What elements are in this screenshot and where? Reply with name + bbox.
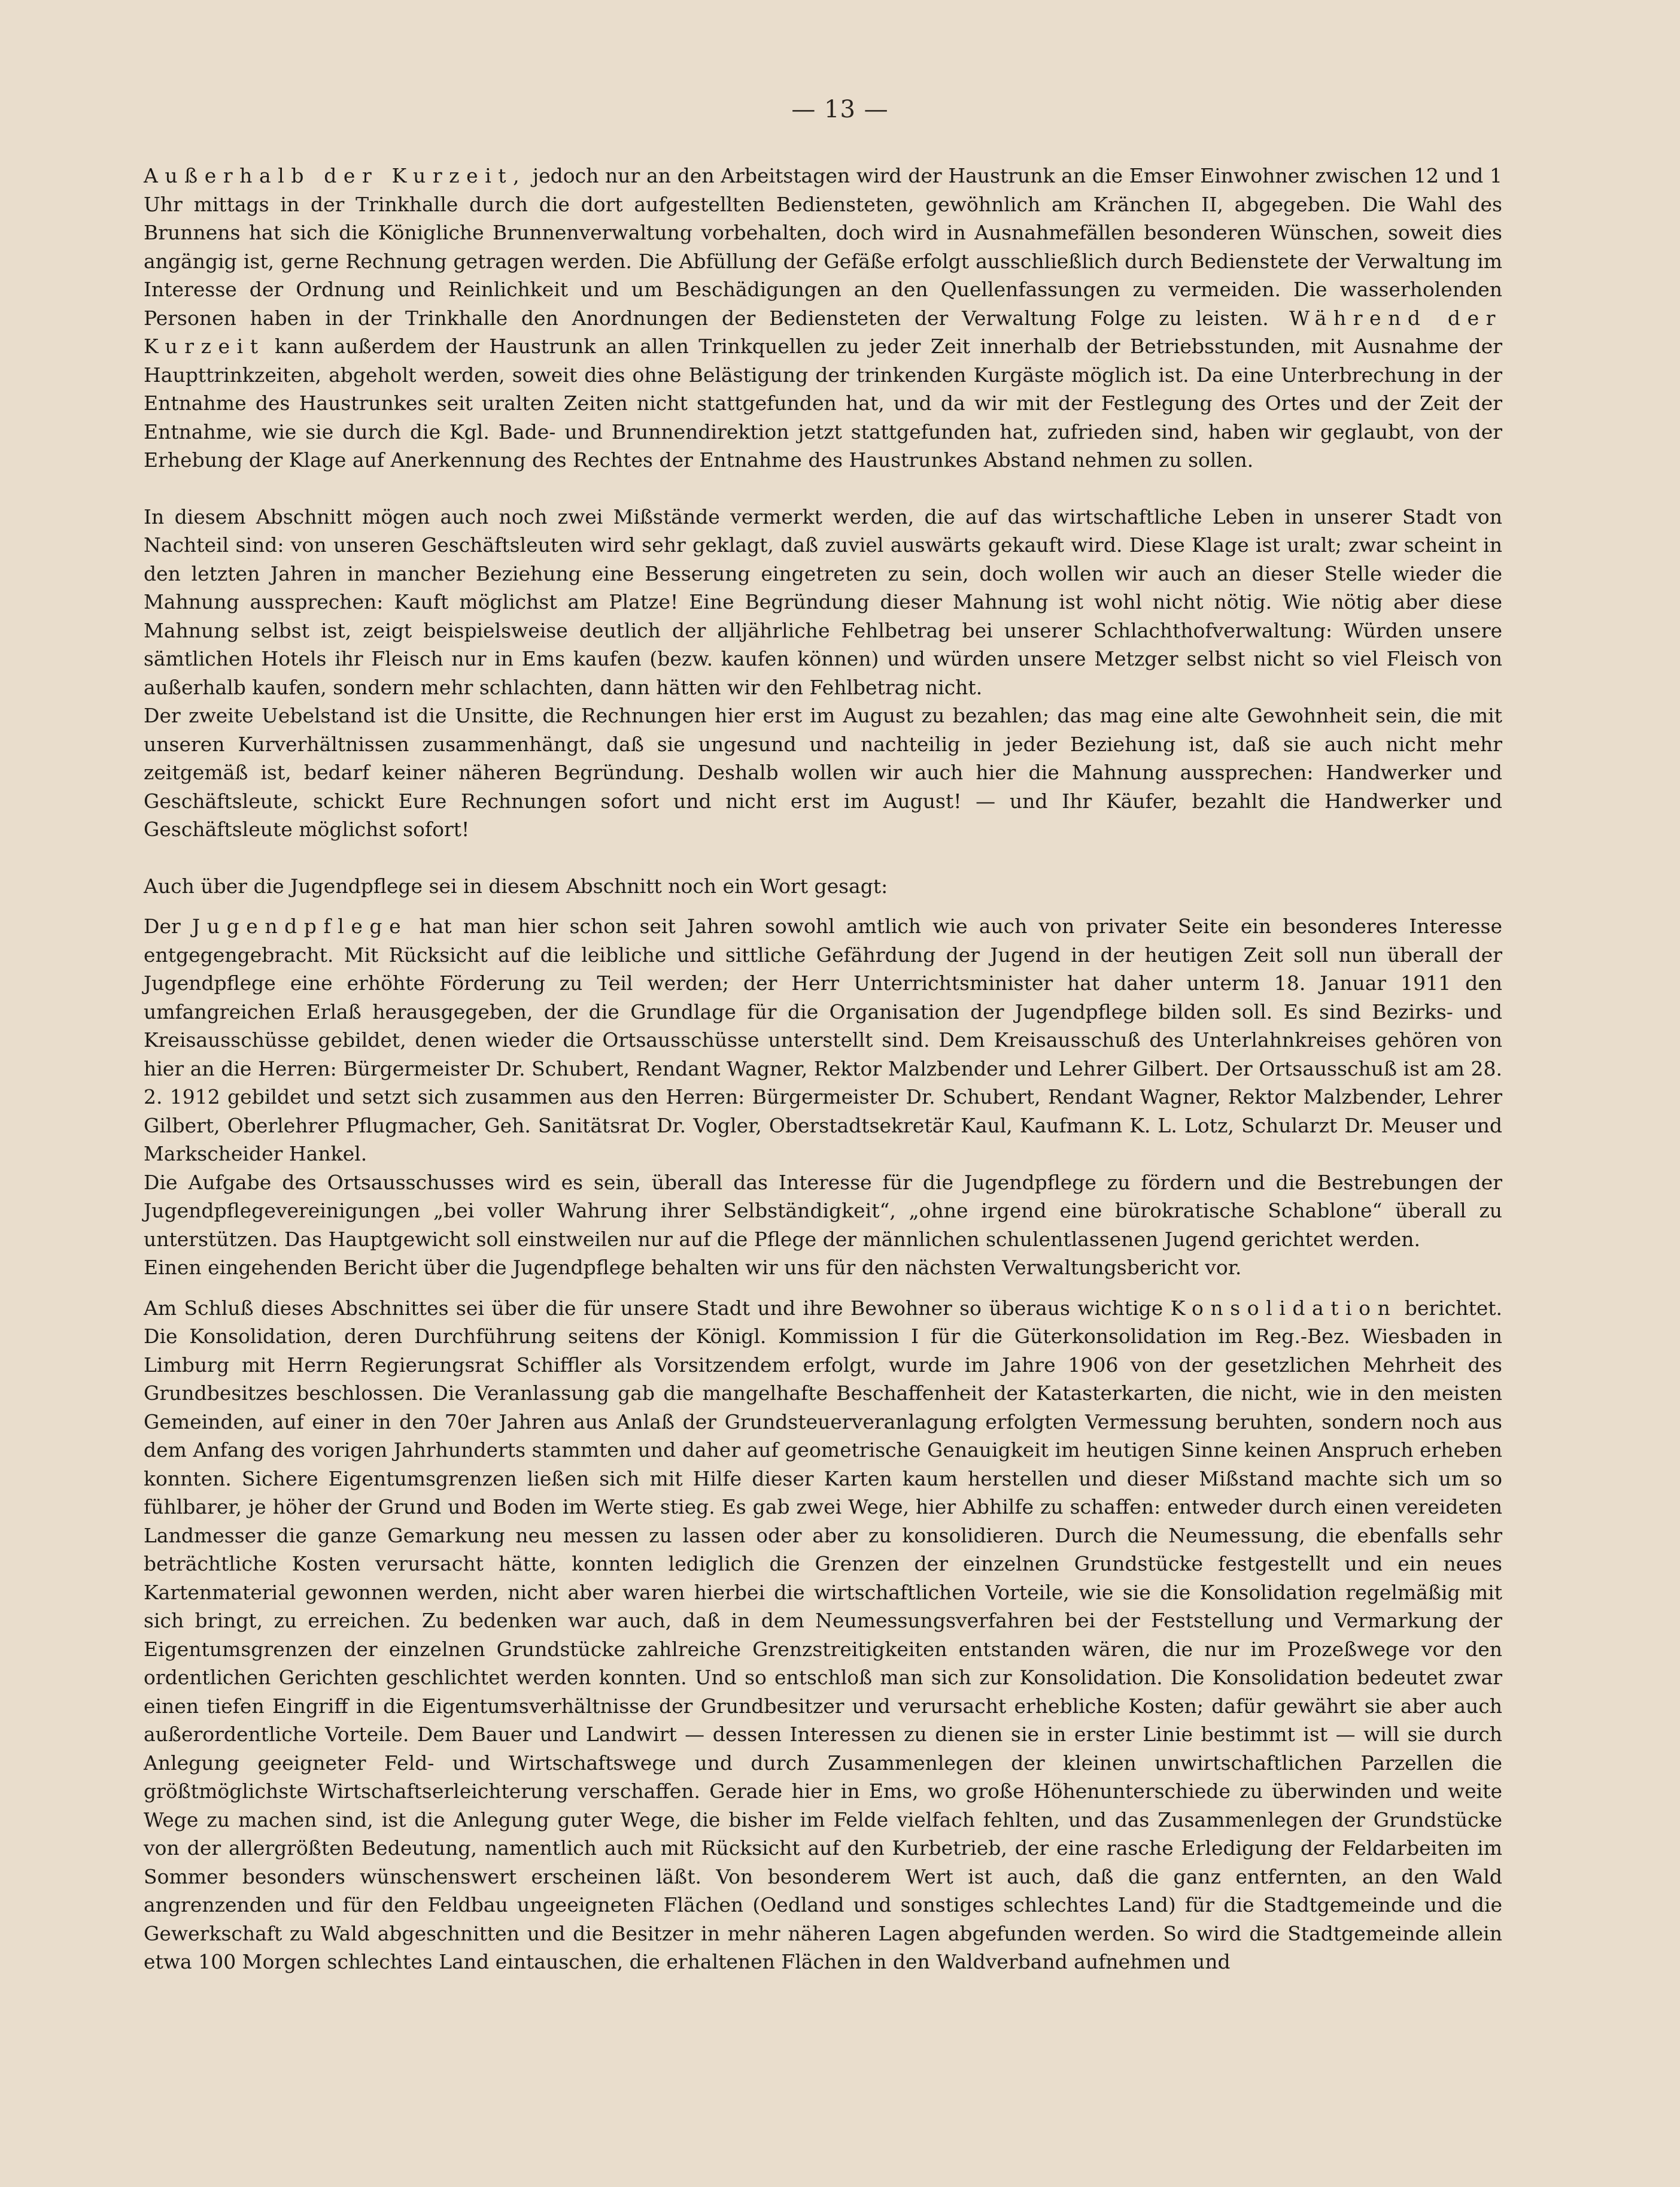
paragraph-rechnungen: Der zweite Uebelstand ist die Unsitte, die Rechnungen hier erst im August zu bezahlen; das mag eine alte Gewohnheit sein, die mit unseren Kurverhältnissen zusammenhängt, daß sie ungesund und nachteilig in jeder Beziehung ist, daß sie auch nicht mehr zeitgemäß ist, bedarf keiner näheren Begründung. Deshalb wollen wir auch hier die Mahnung aussprechen: Handwerker und Geschäftsleute, schickt Eure Rechnungen sofort und nicht erst im August! — und Ihr Käufer, bezahlt die Handwerker und Geschäftsleute möglichst sofort! <box>144 704 1502 841</box>
paragraph-jugendpflege-intro: Auch über die Jugendpflege sei in diesem Abschnitt noch ein Wort gesagt: <box>144 874 888 898</box>
body-text <box>144 162 1502 1976</box>
paragraph-text: Am Schluß dieses Abschnittes sei über die für unsere Stadt und ihre Bewohner so überaus wichtige <box>144 1296 1171 1320</box>
paragraph-text: berichtet. Die Konsolidation, deren Durchführung seitens der Königl. Kommission I für die Güterkonsolidation im Reg.-Bez. Wiesbaden in Limburg mit Herrn Regierungsrat Schiffler als Vorsitzendem erfolgt, wurde im Jahre 1906 von der gesetzlichen Mehrheit des Grundbesitzes beschlossen. Die Veranlassung gab die mangelhafte Beschaffenheit der Katasterkarten, die nicht, wie in den meisten Gemeinden, auf einer in den 70er Jahren aus Anlaß der Grundsteuerveranlagung erfolgten Vermessung beruhten, sondern noch aus dem Anfang des vorigen Jahrhunderts stammten und daher auf geometrische Genauigkeit im heutigen Sinne keinen Anspruch erheben konnten. Sichere Eigentumsgrenzen ließen sich mit Hilfe dieser Karten kaum herstellen und dieser Mißstand machte sich um so fühlbarer, je höher der Grund und Boden im Werte stieg. Es gab zwei Wege, hier Abhilfe zu schaffen: entweder durch einen vereideten Landmesser die ganze Gemarkung neu messen zu lassen oder aber zu konsolidieren. Durch die Neumessung, die ebenfalls sehr beträchtliche Kosten verursacht hätte, konnten lediglich die Grenzen der einzelnen Grundstücke festgestellt und ein neues Kartenmaterial gewonnen werden, nicht aber waren hierbei die wirtschaftlichen Vorteile, wie sie die Konsolidation regelmäßig mit sich bringt, zu erreichen. Zu bedenken war auch, daß in dem Neumessungsverfahren bei der Feststellung und Vermarkung der Eigentumsgrenzen der einzelnen Grundstücke zahlreiche Grenzstreitigkeiten entstanden wären, die nur im Prozeßwege vor den ordentlichen Gerichten geschlichtet werden konnten. Und so entschloß man sich zur Konsolidation. Die Konsolidation bedeutet zwar einen tiefen Eingriff in die Eigentumsverhältnisse der Grundbesitzer und verursacht erhebliche Kosten; dafür gewährt sie aber auch außerordentliche Vorteile. Dem Bauer und Landwirt — dessen Interessen zu dienen sie in erster Linie bestimmt ist — will sie durch Anlegung geeigneter Feld- und Wirtschaftswege und durch Zusammenlegen der kleinen unwirtschaftlichen Parzellen die größtmöglichste Wirtschaftserleichterung verschaffen. Gerade hier in Ems, wo große Höhenunterschiede zu überwinden und weite Wege zu machen sind, ist die Anlegung guter Wege, die bisher im Felde vielfach fehlten, und das Zusammenlegen der Grundstücke von der allergrößten Bedeutung, namentlich auch mit Rücksicht auf den Kurbetrieb, der eine rasche Erledigung der Feldarbeiten im Sommer besonders wünschenswert erscheinen läßt. Von besonderem Wert ist auch, daß die ganz entfernten, an den Wald angrenzenden und für den Feldbau ungeeigneten Flächen (Oedland und sonstiges schlechtes Land) für die Stadtgemeinde und die Gewerkschaft zu Wald abgeschnitten und die Besitzer in mehr näheren Lagen abgefunden werden. So wird die Stadtgemeinde allein etwa 100 Morgen schlechtes Land eintauschen, die erhaltenen Flächen in den Waldverband aufnehmen und <box>144 1296 1503 1973</box>
spaced-emphasis: Außerhalb der Kurzeit, <box>144 164 527 187</box>
paragraph-bericht: Einen eingehenden Bericht über die Jugendpflege behalten wir uns für den nächsten Verwaltungsbericht vor. <box>144 1256 1242 1279</box>
spaced-emphasis: Jugendpflege <box>192 915 408 938</box>
paragraph-jugendpflege <box>144 912 1502 1168</box>
paragraph-konsolidation <box>144 1294 1502 1976</box>
paragraph-text: hat man hier schon seit Jahren sowohl amtlich wie auch von privater Seite ein besonderes Interesse entgegengebracht. Mit Rücksicht auf die leibliche und sittliche Gefährdung der Jugend in der heutigen Zeit soll nun überall der Jugendpflege eine erhöhte Förderung zu Teil werden; der Herr Unterrichtsminister hat daher unterm 18. Januar 1911 den umfangreichen Erlaß herausgegeben, der die Grundlage für die Organisation der Jugendpflege bilden soll. Es sind Bezirks- und Kreisausschüsse gebildet, denen wieder die Ortsausschüsse unterstellt sind. Dem Kreisausschuß des Unterlahnkreises gehören von hier an die Herren: Bürgermeister Dr. Schubert, Rendant Wagner, Rektor Malzbender und Lehrer Gilbert. Der Ortsausschuß ist am 28. 2. 1912 gebildet und setzt sich zusammen aus den Herren: Bürgermeister Dr. Schubert, Rendant Wagner, Rektor Malzbender, Lehrer Gilbert, Oberlehrer Pflugmacher, Geh. Sanitätsrat Dr. Vogler, Oberstadtsekretär Kaul, Kaufmann K. L. Lotz, Schularzt Dr. Meuser und Markscheider Hankel. <box>144 915 1502 1165</box>
page-number: — 13 — <box>791 96 889 123</box>
paragraph-text: Der <box>144 915 192 938</box>
paragraph-missstaende: In diesem Abschnitt mögen auch noch zwei Mißstände vermerkt werden, die auf das wirtschaftliche Leben in unserer Stadt von Nachteil sind: von unseren Geschäftsleuten wird sehr geklagt, daß zuviel auswärts gekauft wird. Diese Klage ist uralt; zwar scheint in den letzten Jahren in mancher Beziehung eine Besserung eingetreten zu sein, doch wollen wir auch an dieser Stelle wieder die Mahnung aussprechen: Kauft möglichst am Platze! Eine Begründung dieser Mahnung ist wohl nicht nötig. Wie nötig aber diese Mahnung selbst ist, zeigt beispielsweise deutlich der alljährliche Fehlbetrag bei unserer Schlachthofverwaltung: Würden unsere sämtlichen Hotels ihr Fleisch nur in Ems kaufen (bezw. kaufen können) und würden unsere Metzger selbst nicht so viel Fleisch von außerhalb kaufen, sondern mehr schlachten, dann hätten wir den Fehlbetrag nicht. <box>144 505 1502 699</box>
paragraph-text: jedoch nur an den Arbeitstagen wird der Haustrunk an die Emser Einwohner zwischen 12 und 1 Uhr mittags in der Trinkhalle durch die dort aufgestellten Bediensteten, gewöhnlich am Kränchen II, abgegeben. Die Wahl des Brunnens hat sich die Königliche Brunnenverwaltung vorbehalten, doch wird in Ausnahmefällen besonderen Wünschen, soweit dies angängig ist, gerne Rechnung getragen werden. Die Abfüllung der Gefäße erfolgt ausschließlich durch Bedienstete der Verwaltung im Interesse der Ordnung und Reinlichkeit und um Beschädigungen an den Quellenfassungen zu vermeiden. Die wasserholenden Personen haben in der Trinkhalle den Anordnungen der Bediensteten der Verwaltung Folge zu leisten. <box>144 164 1502 330</box>
paragraph-haustrunk <box>144 162 1502 475</box>
paragraph-ortsausschuss: Die Aufgabe des Ortsausschusses wird es sein, überall das Interesse für die Jugendpflege zu fördern und die Bestrebungen der Jugendpflegevereinigungen „bei voller Wahrung ihrer Selbständigkeit“, „ohne irgend eine bürokratische Schablone“ überall zu unterstützen. Das Hauptgewicht soll einstweilen nur auf die Pflege der männlichen schulentlassenen Jugend gerichtet werden. <box>144 1170 1502 1251</box>
paragraph-text: kann außerdem der Haustrunk an allen Trinkquellen zu jeder Zeit innerhalb der Betriebsstunden, mit Ausnahme der Haupttrinkzeiten, abgeholt werden, soweit dies ohne Belästigung der trinkenden Kurgäste möglich ist. Da eine Unterbrechung in der Entnahme des Haustrunkes seit uralten Zeiten nicht stattgefunden hat, und da wir mit der Festlegung des Ortes und der Zeit der Entnahme, wie sie durch die Kgl. Bade- und Brunnendirektion jetzt stattgefunden hat, zufrieden sind, haben wir geglaubt, von der Erhebung der Klage auf Anerkennung des Rechtes der Entnahme des Haustrunkes Abstand nehmen zu sollen. <box>144 335 1502 472</box>
spaced-emphasis: Während der Kurzeit <box>144 306 1502 358</box>
spaced-emphasis: Konsolidation <box>1170 1296 1398 1320</box>
